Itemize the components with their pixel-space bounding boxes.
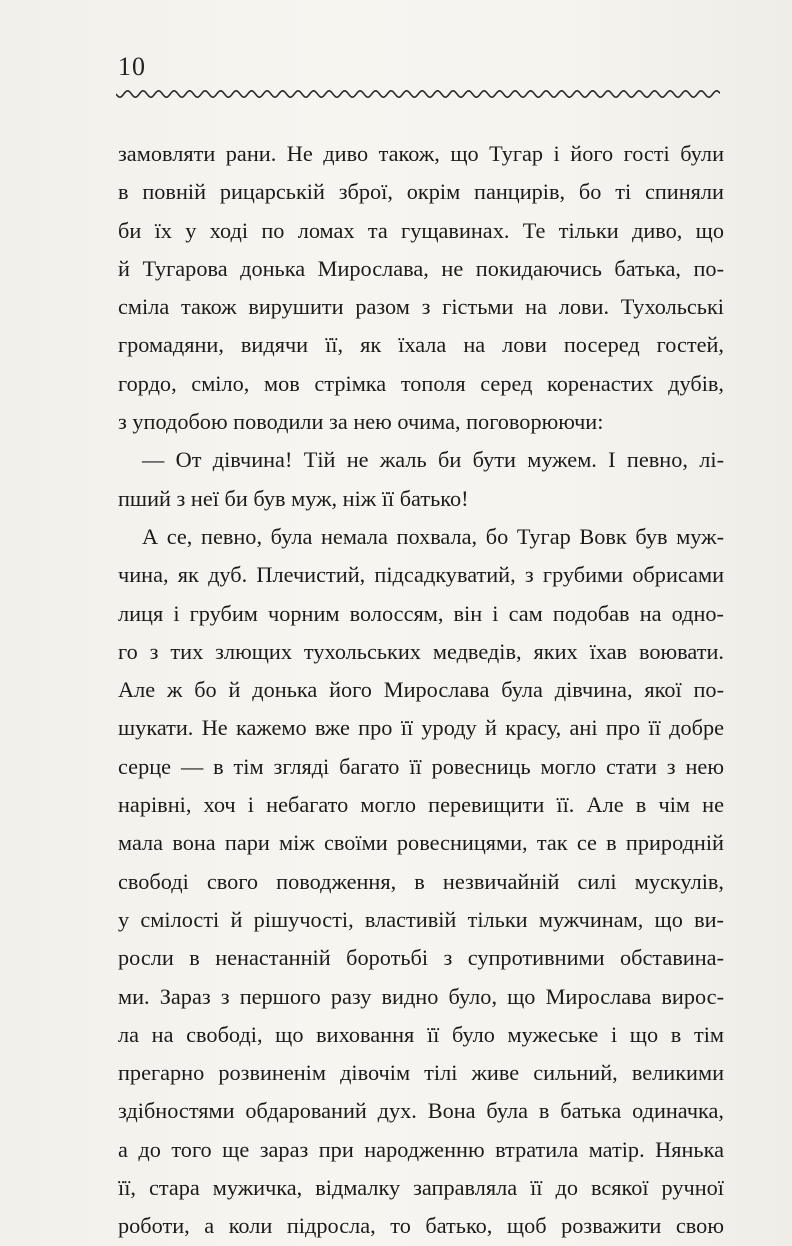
text-line: ми. Зараз з першого разу видно було, що Мирослава вирос- — [118, 983, 724, 1009]
text-line: нарівні, хоч і небагато могло перевищити її. Але в чім не — [118, 792, 724, 818]
text-line: чина, як дуб. Плечистий, підсадкуватий, з грубими обрисами — [118, 562, 724, 588]
text-line: замовляти рани. Не диво також, що Тугар і його гості були — [118, 141, 724, 166]
text-line: сміла також вирушити разом з гістьми на лови. Тухольські — [118, 294, 724, 320]
text-line: серце — в тім зглядi багато її ровесниць могло стати з нею — [118, 753, 724, 779]
text-line: прегарно розвиненім дівочім тілі живе сильний, великими — [118, 1060, 724, 1086]
text-line: росли в ненастанній боротьбі з супротивними обставина- — [118, 945, 724, 971]
text-line: шукати. Не кажемо вже про її уроду й красу, ані про її добре — [118, 715, 724, 741]
text-line: громадяни, видячи її, як їхала на лови посеред гостей, — [118, 332, 724, 358]
text-line: у смілості й рішучості, властивій тільки мужчинам, що ви- — [118, 906, 724, 932]
text-line: з уподобою поводили за нею очима, поговорюючи: — [118, 409, 604, 435]
text-line: свободі свого поводження, в незвичайній силі мускулів, — [118, 868, 724, 894]
wavy-rule-icon — [116, 82, 720, 106]
text-line: би їх у ході по ломах та гущавинах. Те тільки диво, що — [118, 217, 724, 243]
page-number: 10 — [118, 52, 146, 81]
text-line: ла на свободі, що виховання її було мужеське і що в тім — [118, 1021, 724, 1047]
text-line: а до того ще зараз при народженню втратила матір. Нянька — [118, 1136, 724, 1162]
text-line: гордо, сміло, мов стрімка тополя серед коренастих дубів, — [118, 370, 724, 396]
text-line: лиця і грубим чорним волоссям, він і сам подобав на одно- — [118, 600, 724, 626]
text-line: мала вона пари між своїми ровесницями, так се в природній — [118, 830, 724, 856]
text-line: й Тугарова донька Мирослава, не покидаючись батька, по- — [118, 255, 724, 281]
text-line: пший з неї би був муж, ніж її батько! — [118, 485, 469, 511]
text-line: Але ж бо й донька його Мирослава була дівчина, якої по- — [118, 677, 724, 703]
text-line: її, стара мужичка, відмалку заправляла її до всякої ручної — [118, 1175, 724, 1201]
text-line: роботи, а коли підросла, то батько, щоб розважити свою — [118, 1213, 724, 1239]
text-line: А се, певно, була немала похвала, бо Тугар Вовк був муж- — [142, 523, 724, 549]
text-line: здібностями обдарований дух. Вона була в батька одиначка, — [118, 1098, 724, 1124]
text-line: в повній рицарській зброї, окрім панцирів, бо ті спиняли — [118, 179, 724, 205]
text-line: го з тих злющих тухольських медведів, яких їхав воювати. — [118, 638, 724, 664]
body-text — [118, 135, 724, 1246]
text-line: — От дівчина! Тій не жаль би бути мужем. І певно, лі- — [142, 447, 724, 473]
